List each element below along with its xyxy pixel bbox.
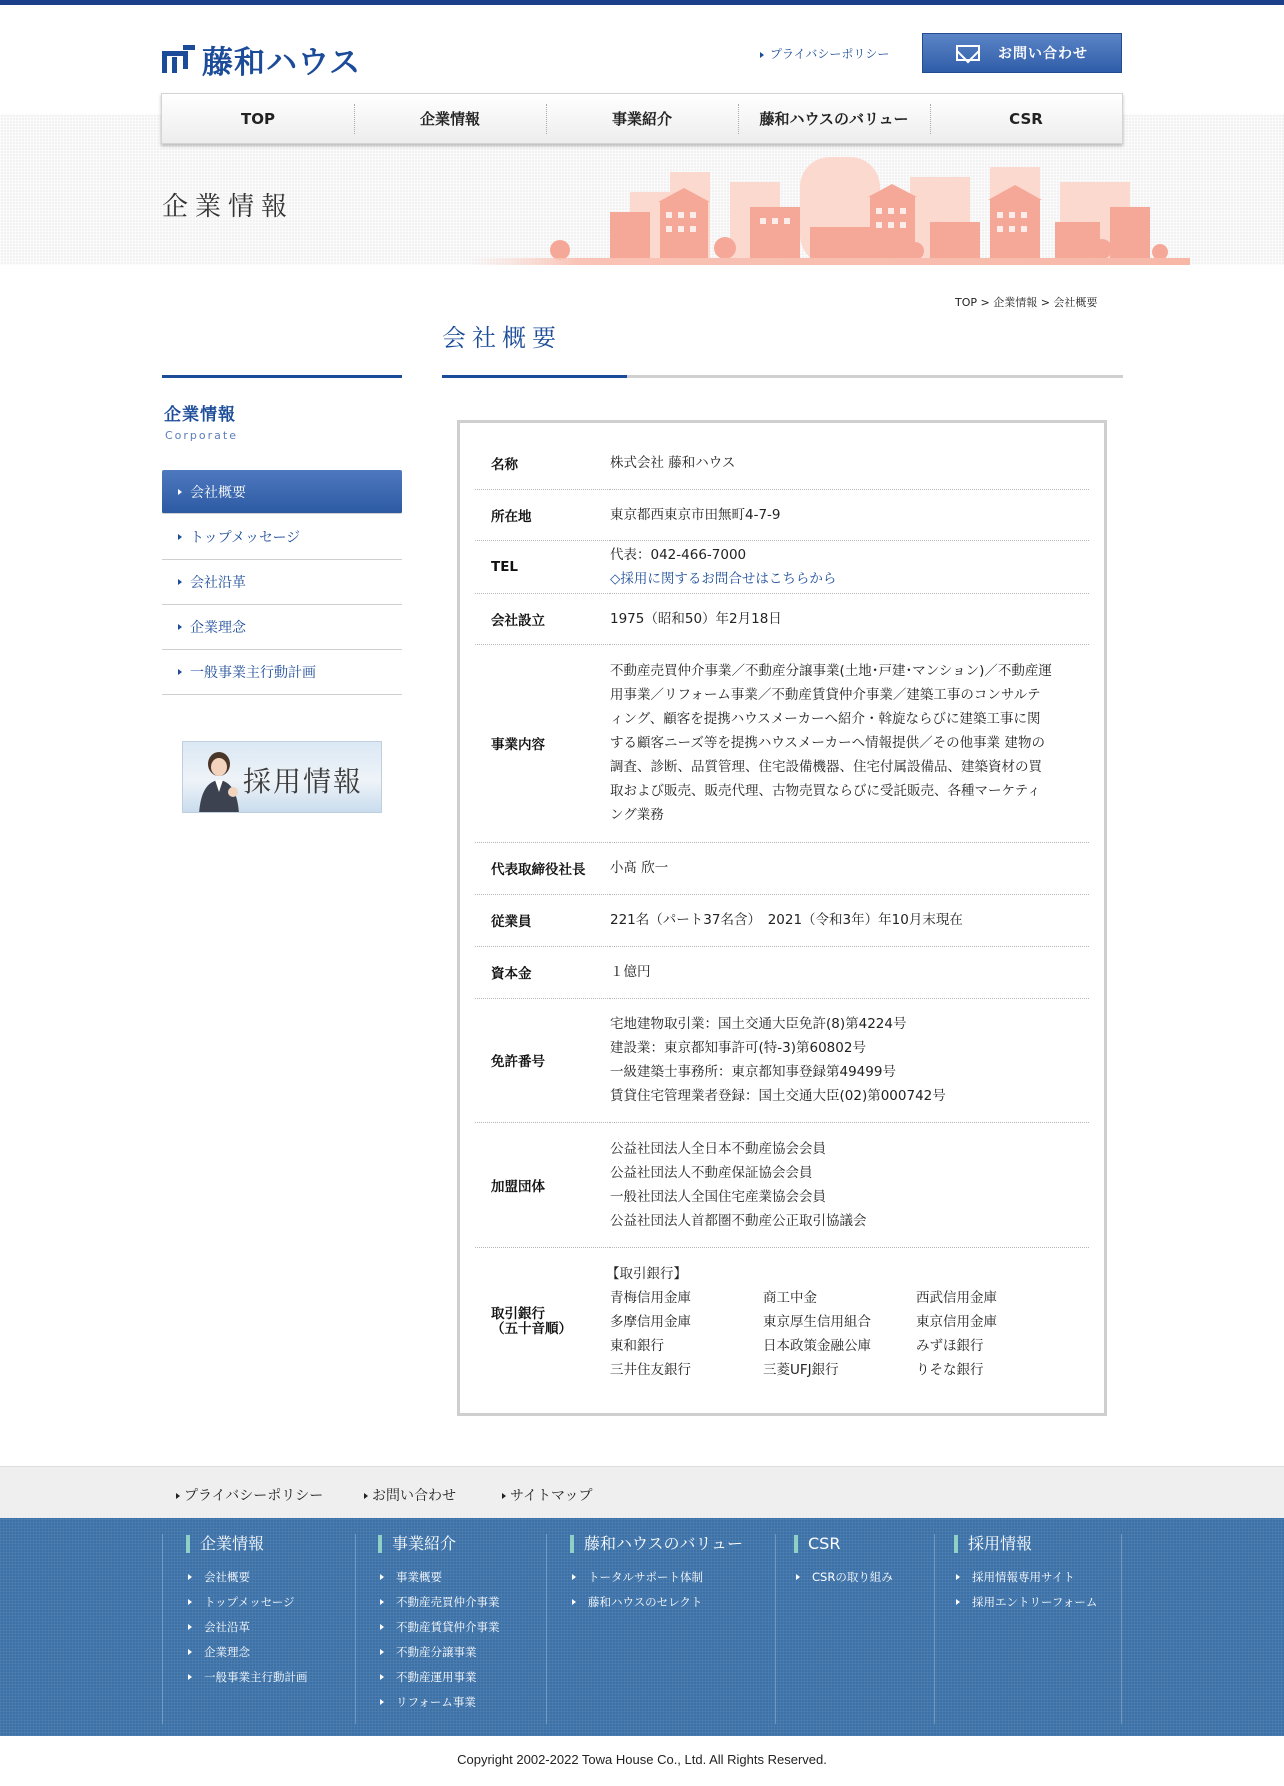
recruit-inquiry-link[interactable]: ◇採用に関するお問合せはこちらから [610, 570, 837, 587]
bank-name: 青梅信用金庫 [610, 1290, 691, 1307]
membership-line: 公益社団法人不動産保証協会会員 [610, 1164, 813, 1181]
triangle-right-icon [760, 52, 764, 58]
header-privacy-label: プライバシーポリシー [770, 47, 890, 61]
footer-col-business [378, 1534, 500, 1715]
row-label: 免許番号 [475, 998, 610, 1122]
bank-name: 三井住友銀行 [610, 1362, 691, 1379]
footer-col-title[interactable]: 事業紹介 [378, 1534, 500, 1554]
business-line: ィング、顧客を提携ハウスメーカーへ紹介・斡旋ならびに建築工事に関 [610, 711, 1041, 727]
table-row [475, 1247, 1089, 1397]
nav-business[interactable]: 事業紹介 [546, 94, 738, 143]
footer-link[interactable]: CSRの取り組み [794, 1565, 893, 1590]
company-employees: 221名（パート37名含） 2021（令和3年）年10月末現在 [610, 894, 1089, 946]
footer-privacy-link[interactable]: プライバシーポリシー [176, 1485, 323, 1505]
mail-icon [956, 45, 980, 61]
bank-name: 東京信用金庫 [916, 1314, 997, 1331]
table-row [475, 998, 1089, 1122]
table-row [475, 1122, 1089, 1247]
business-line: 取および販売、販売代理、古物売買ならびに受託販売、各種マーケティ [610, 783, 1041, 799]
footer-link[interactable]: 企業理念 [186, 1640, 308, 1665]
sidebar-subheading: Corporate [165, 429, 238, 442]
row-label: 所在地 [475, 489, 610, 540]
sidebar-item-history[interactable]: 会社沿革 [162, 560, 402, 605]
footer-link[interactable]: 採用エントリーフォーム [954, 1590, 1097, 1615]
top-accent-line [0, 0, 1284, 5]
company-president: 小髙 欣一 [610, 842, 1089, 894]
global-nav [161, 93, 1123, 144]
bank-name: 商工中金 [763, 1290, 817, 1307]
copyright: Copyright 2002-2022 Towa House Co., Ltd. All Rights Reserved. [457, 1752, 827, 1767]
row-label: 代表取締役社長 [475, 842, 610, 894]
title-rule [442, 375, 1123, 378]
logo-text: 藤和ハウス [202, 45, 362, 81]
recruit-banner[interactable] [182, 741, 382, 813]
logo-mark-icon [162, 45, 196, 75]
footer-link[interactable]: トップメッセージ [186, 1590, 308, 1615]
bank-name: みずほ銀行 [916, 1338, 984, 1355]
footer-link[interactable]: 不動産売買仲介事業 [378, 1590, 500, 1615]
membership-line: 公益社団法人全日本不動産協会会員 [610, 1140, 826, 1157]
footer-col-title[interactable]: 採用情報 [954, 1534, 1097, 1554]
banks-grid [610, 1286, 1089, 1382]
company-capital: １億円 [610, 946, 1089, 998]
business-line: する顧客ニーズ等を提携ハウスメーカーへ情報提供／その他事業 建物の [610, 735, 1045, 751]
sidebar-heading: 企業情報 [164, 405, 236, 425]
business-line: 調査、診断、品質管理、住宅設備機器、住宅付属設備品、建築資材の買 [610, 759, 1042, 775]
business-line: ング業務 [610, 807, 664, 823]
nav-top[interactable]: TOP [241, 109, 275, 128]
footer-link[interactable]: 不動産賃貸仲介事業 [378, 1615, 500, 1640]
row-label: 会社設立 [475, 593, 610, 644]
table-row [475, 489, 1089, 540]
row-label: 名称 [475, 438, 610, 489]
footer-link[interactable]: 事業概要 [378, 1565, 500, 1590]
footer-link[interactable]: リフォーム事業 [378, 1690, 500, 1715]
sidebar-menu [162, 470, 402, 695]
footer-link[interactable]: 不動産分譲事業 [378, 1640, 500, 1665]
table-row [475, 644, 1089, 842]
bank-name: りそな銀行 [916, 1362, 984, 1379]
row-label-note: （五十音順） [491, 1321, 572, 1338]
sidebar-top-rule [162, 375, 402, 378]
footer-link[interactable]: 藤和ハウスのセレクト [570, 1590, 743, 1615]
footer-link[interactable]: 会社概要 [186, 1565, 308, 1590]
site-logo[interactable] [162, 37, 361, 82]
row-label: 事業内容 [475, 644, 610, 842]
footer-links-bar [0, 1466, 1284, 1518]
sidebar-item-company-overview[interactable]: 会社概要 [162, 470, 402, 514]
footer-col-value [570, 1534, 743, 1615]
contact-button-label: お問い合わせ [998, 46, 1088, 62]
bank-name: 東京厚生信用組合 [763, 1314, 871, 1331]
license-line: 建設業：東京都知事許可(特-3)第60802号 [610, 1040, 866, 1056]
company-info-box [457, 420, 1107, 1416]
table-row [475, 540, 1089, 593]
membership-line: 一般社団法人全国住宅産業協会会員 [610, 1188, 826, 1205]
footer-col-title[interactable]: 藤和ハウスのバリュー [570, 1534, 743, 1554]
table-row [475, 946, 1089, 998]
breadcrumb: TOP > 企業情報 > 会社概要 [955, 296, 1098, 309]
page-title: 会社概要 [442, 324, 562, 352]
person-illustration [193, 748, 245, 813]
header-privacy-link[interactable] [760, 45, 889, 62]
sidebar-item-philosophy[interactable]: 企業理念 [162, 605, 402, 650]
footer-nav [0, 1518, 1284, 1736]
nav-csr[interactable]: CSR [930, 94, 1122, 143]
business-line: 用事業／リフォーム事業／不動産賃貸仲介事業／建築工事のコンサルテ [610, 687, 1041, 703]
bank-name: 三菱UFJ銀行 [763, 1362, 839, 1379]
company-address: 東京都西東京市田無町4-7-9 [610, 489, 1089, 540]
banner-title: 企業情報 [162, 192, 295, 222]
company-founded: 1975（昭和50）年2月18日 [610, 593, 1089, 644]
table-row [475, 894, 1089, 946]
footer-col-company [186, 1534, 308, 1690]
bank-name: 多摩信用金庫 [610, 1314, 691, 1331]
footer-col-title[interactable]: CSR [794, 1534, 893, 1554]
cityscape-illustration [470, 152, 1190, 265]
contact-button[interactable] [922, 33, 1122, 73]
row-label: TEL [475, 540, 610, 593]
recruit-banner-label: 採用情報 [243, 765, 364, 798]
sidebar-item-action-plan[interactable]: 一般事業主行動計画 [162, 650, 402, 695]
company-tel: 代表：042-466-7000 [610, 546, 747, 563]
table-row [475, 842, 1089, 894]
business-line: 不動産売買仲介事業／不動産分譲事業(土地･戸建･マンション)／不動産運 [610, 663, 1052, 679]
license-line: 賃貸住宅管理業者登録：国土交通大臣(02)第000742号 [610, 1088, 946, 1104]
row-label: 従業員 [475, 894, 610, 946]
sidebar-item-top-message[interactable]: トップメッセージ [162, 515, 402, 560]
footer-link[interactable]: 不動産運用事業 [378, 1665, 500, 1690]
license-line: 一級建築士事務所：東京都知事登録第49499号 [610, 1064, 896, 1080]
table-row [475, 593, 1089, 644]
bank-name: 東和銀行 [610, 1338, 664, 1355]
footer-col-recruit [954, 1534, 1097, 1615]
banks-heading: 【取引銀行】 [606, 1266, 687, 1283]
row-label: 取引銀行 [491, 1306, 545, 1323]
row-label: 加盟団体 [475, 1122, 610, 1247]
footer-col-csr [794, 1534, 893, 1590]
company-name: 株式会社 藤和ハウス [610, 438, 1089, 489]
footer-link[interactable]: トータルサポート体制 [570, 1565, 743, 1590]
footer-link[interactable]: 一般事業主行動計画 [186, 1665, 308, 1690]
row-label: 資本金 [475, 946, 610, 998]
nav-value[interactable]: 藤和ハウスのバリュー [738, 94, 930, 143]
license-line: 宅地建物取引業：国土交通大臣免許(8)第4224号 [610, 1016, 907, 1032]
table-row [475, 438, 1089, 489]
bank-name: 西武信用金庫 [916, 1290, 997, 1307]
footer-link[interactable]: 採用情報専用サイト [954, 1565, 1097, 1590]
company-info-table [475, 438, 1089, 1397]
bank-name: 日本政策金融公庫 [763, 1338, 871, 1355]
footer-contact-link[interactable]: お問い合わせ [364, 1485, 456, 1505]
nav-company-info[interactable]: 企業情報 [354, 94, 546, 143]
membership-line: 公益社団法人首都圏不動産公正取引協議会 [610, 1212, 867, 1229]
footer-col-title[interactable]: 企業情報 [186, 1534, 308, 1554]
footer-sitemap-link[interactable]: サイトマップ [502, 1485, 592, 1505]
footer-link[interactable]: 会社沿革 [186, 1615, 308, 1640]
